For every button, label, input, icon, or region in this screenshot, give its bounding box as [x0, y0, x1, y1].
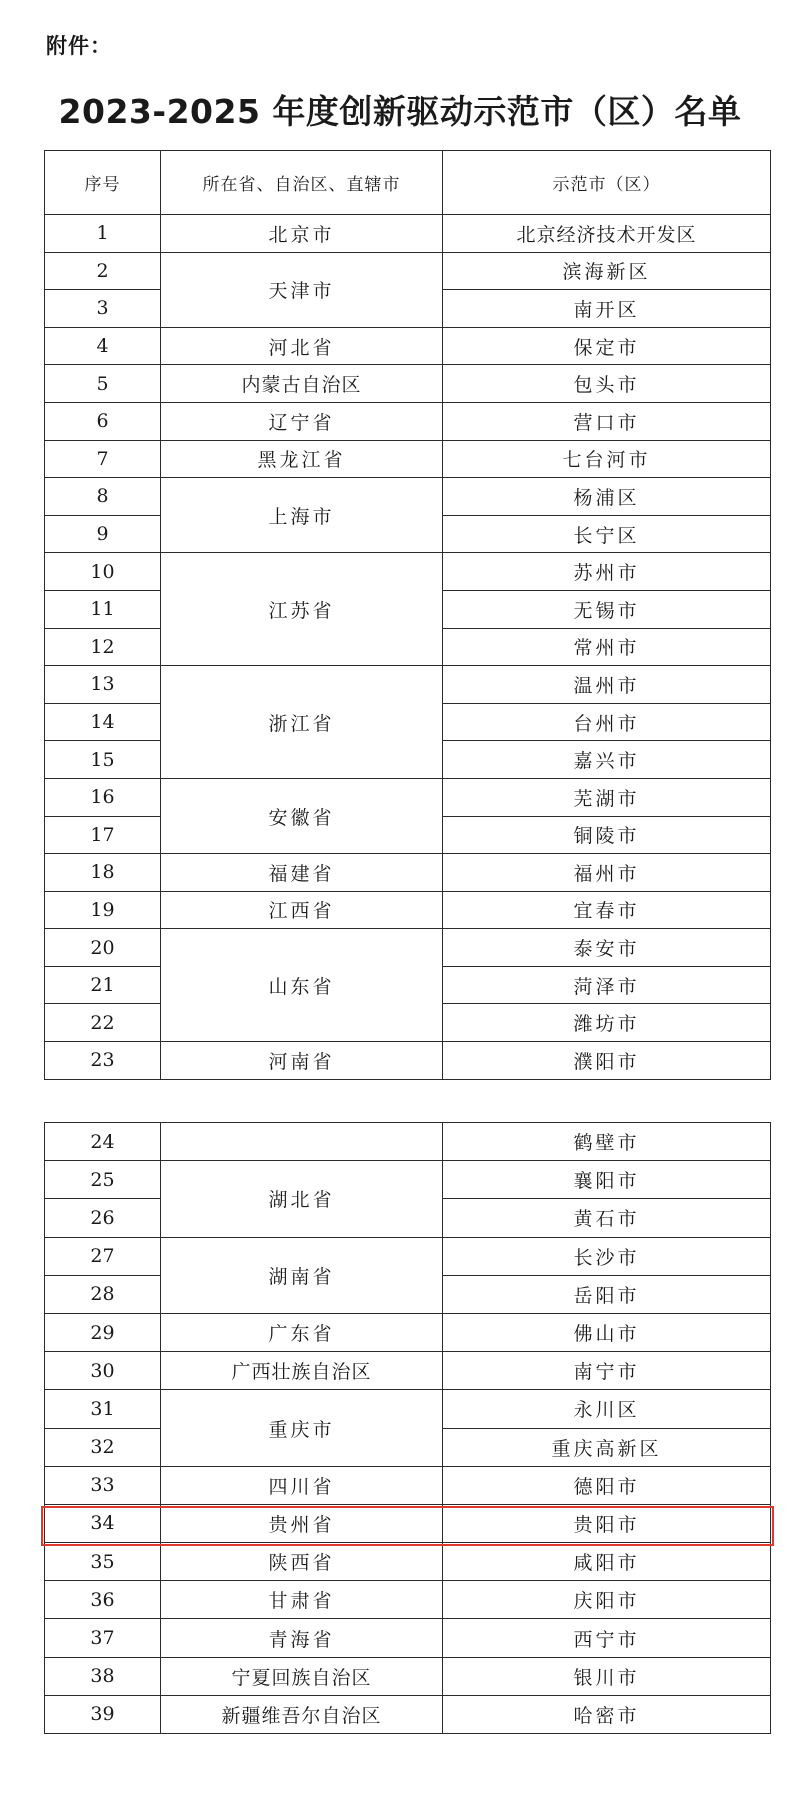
table-row: [45, 1619, 771, 1657]
demo-city-cell: 长宁区: [443, 515, 771, 553]
table-row: [45, 1042, 771, 1080]
demo-city-cell: 无锡市: [443, 590, 771, 628]
table-row: [45, 478, 771, 516]
province-cell: 上海市: [161, 478, 443, 553]
serial-number-cell: 39: [45, 1695, 161, 1733]
table-row: [45, 365, 771, 403]
table-row: [45, 1123, 771, 1161]
serial-number-cell: 22: [45, 1004, 161, 1042]
serial-number-cell: 35: [45, 1543, 161, 1581]
demo-city-cell: 包头市: [443, 365, 771, 403]
demo-city-cell: 银川市: [443, 1657, 771, 1695]
demo-city-cell: 襄阳市: [443, 1161, 771, 1199]
demo-city-cell: 温州市: [443, 666, 771, 704]
table-row: [45, 440, 771, 478]
document-title: 2023-2025 年度创新驱动示范市（区）名单: [58, 92, 742, 131]
serial-number-cell: 27: [45, 1237, 161, 1275]
serial-number-cell: 11: [45, 590, 161, 628]
demo-city-cell: 庆阳市: [443, 1581, 771, 1619]
demo-city-cell: 保定市: [443, 327, 771, 365]
demo-city-cell: 咸阳市: [443, 1543, 771, 1581]
header-province: 所在省、自治区、直辖市: [161, 151, 443, 215]
province-cell: 天津市: [161, 252, 443, 327]
demo-city-cell: 菏泽市: [443, 966, 771, 1004]
serial-number-cell: 7: [45, 440, 161, 478]
table-row: [45, 891, 771, 929]
demo-city-cell: 常州市: [443, 628, 771, 666]
demo-city-cell: 泰安市: [443, 929, 771, 967]
province-cell: 河南省: [161, 1042, 443, 1080]
serial-number-cell: 38: [45, 1657, 161, 1695]
table-row: [45, 252, 771, 290]
table-row: [45, 929, 771, 967]
table-row: [45, 402, 771, 440]
serial-number-cell: 25: [45, 1161, 161, 1199]
table-row: [45, 1237, 771, 1275]
serial-number-cell: 24: [45, 1123, 161, 1161]
header-serial-number: 序号: [45, 151, 161, 215]
serial-number-cell: 6: [45, 402, 161, 440]
table-row: [45, 1161, 771, 1199]
province-cell: 新疆维吾尔自治区: [161, 1695, 443, 1733]
province-cell: 陕西省: [161, 1543, 443, 1581]
province-cell: 青海省: [161, 1619, 443, 1657]
attachment-label: 附件：: [46, 34, 112, 58]
demo-city-cell: 杨浦区: [443, 478, 771, 516]
serial-number-cell: 21: [45, 966, 161, 1004]
serial-number-cell: 20: [45, 929, 161, 967]
province-cell: 山东省: [161, 929, 443, 1042]
province-cell: 甘肃省: [161, 1581, 443, 1619]
demo-city-cell: 佛山市: [443, 1313, 771, 1351]
province-cell: 广西壮族自治区: [161, 1352, 443, 1390]
demo-city-cell: 鹤壁市: [443, 1123, 771, 1161]
demo-city-cell: 铜陵市: [443, 816, 771, 854]
serial-number-cell: 36: [45, 1581, 161, 1619]
table-row: [45, 1313, 771, 1351]
serial-number-cell: 16: [45, 778, 161, 816]
demo-city-cell: 南宁市: [443, 1352, 771, 1390]
table-row: [45, 1657, 771, 1695]
table-row: [45, 1695, 771, 1733]
province-cell: 辽宁省: [161, 402, 443, 440]
demo-city-cell: 营口市: [443, 402, 771, 440]
demo-city-cell: 滨海新区: [443, 252, 771, 290]
serial-number-cell: 31: [45, 1390, 161, 1428]
province-cell: 江西省: [161, 891, 443, 929]
province-cell: 湖北省: [161, 1161, 443, 1237]
serial-number-cell: 13: [45, 666, 161, 704]
serial-number-cell: 32: [45, 1428, 161, 1466]
province-cell: 广东省: [161, 1313, 443, 1351]
serial-number-cell: 26: [45, 1199, 161, 1237]
serial-number-cell: 1: [45, 215, 161, 253]
serial-number-cell: 37: [45, 1619, 161, 1657]
demo-city-cell: 岳阳市: [443, 1275, 771, 1313]
province-cell: 浙江省: [161, 666, 443, 779]
header-demo-city: 示范市（区）: [443, 151, 771, 215]
table-row: [45, 1504, 771, 1542]
demo-city-cell: 七台河市: [443, 440, 771, 478]
province-cell: 四川省: [161, 1466, 443, 1504]
serial-number-cell: 23: [45, 1042, 161, 1080]
demo-city-cell: 台州市: [443, 703, 771, 741]
table-row: [45, 553, 771, 591]
province-cell: 北京市: [161, 215, 443, 253]
demo-city-cell: 潍坊市: [443, 1004, 771, 1042]
demo-city-cell: 南开区: [443, 290, 771, 328]
province-cell: 内蒙古自治区: [161, 365, 443, 403]
table-row: [45, 215, 771, 253]
serial-number-cell: 4: [45, 327, 161, 365]
serial-number-cell: 10: [45, 553, 161, 591]
serial-number-cell: 14: [45, 703, 161, 741]
demo-city-cell: 德阳市: [443, 1466, 771, 1504]
table-row: [45, 1466, 771, 1504]
serial-number-cell: 19: [45, 891, 161, 929]
demo-city-cell: 嘉兴市: [443, 741, 771, 779]
province-cell: 江苏省: [161, 553, 443, 666]
table-row: [45, 1581, 771, 1619]
demo-city-table-part1: [44, 150, 771, 1080]
table-row: [45, 1543, 771, 1581]
demo-city-cell: 黄石市: [443, 1199, 771, 1237]
serial-number-cell: 15: [45, 741, 161, 779]
province-cell: 安徽省: [161, 778, 443, 853]
table-body-part2: [45, 1123, 771, 1734]
serial-number-cell: 12: [45, 628, 161, 666]
demo-city-cell: 长沙市: [443, 1237, 771, 1275]
table-row: [45, 1390, 771, 1428]
table-row: [45, 778, 771, 816]
serial-number-cell: 30: [45, 1352, 161, 1390]
table-header-row: [45, 151, 771, 215]
serial-number-cell: 29: [45, 1313, 161, 1351]
table-row: [45, 327, 771, 365]
serial-number-cell: 8: [45, 478, 161, 516]
serial-number-cell: 28: [45, 1275, 161, 1313]
province-cell: 宁夏回族自治区: [161, 1657, 443, 1695]
demo-city-cell: 芜湖市: [443, 778, 771, 816]
table-row: [45, 666, 771, 704]
serial-number-cell: 9: [45, 515, 161, 553]
demo-city-table-part2: [44, 1122, 771, 1734]
demo-city-cell: 濮阳市: [443, 1042, 771, 1080]
demo-city-cell: 福州市: [443, 854, 771, 892]
demo-city-cell: 重庆高新区: [443, 1428, 771, 1466]
demo-city-cell: 哈密市: [443, 1695, 771, 1733]
demo-city-cell: 北京经济技术开发区: [443, 215, 771, 253]
province-cell: 贵州省: [161, 1504, 443, 1542]
province-cell: 福建省: [161, 854, 443, 892]
table-body-part1: [45, 215, 771, 1080]
province-cell: 黑龙江省: [161, 440, 443, 478]
serial-number-cell: 18: [45, 854, 161, 892]
serial-number-cell: 5: [45, 365, 161, 403]
demo-city-cell: 西宁市: [443, 1619, 771, 1657]
province-cell: 重庆市: [161, 1390, 443, 1466]
serial-number-cell: 34: [45, 1504, 161, 1542]
serial-number-cell: 17: [45, 816, 161, 854]
serial-number-cell: 2: [45, 252, 161, 290]
table-row: [45, 854, 771, 892]
demo-city-cell: 宜春市: [443, 891, 771, 929]
province-cell: [161, 1123, 443, 1161]
demo-city-cell: 苏州市: [443, 553, 771, 591]
province-cell: 河北省: [161, 327, 443, 365]
serial-number-cell: 33: [45, 1466, 161, 1504]
demo-city-cell: 贵阳市: [443, 1504, 771, 1542]
province-cell: 湖南省: [161, 1237, 443, 1313]
table-row: [45, 1352, 771, 1390]
demo-city-cell: 永川区: [443, 1390, 771, 1428]
serial-number-cell: 3: [45, 290, 161, 328]
